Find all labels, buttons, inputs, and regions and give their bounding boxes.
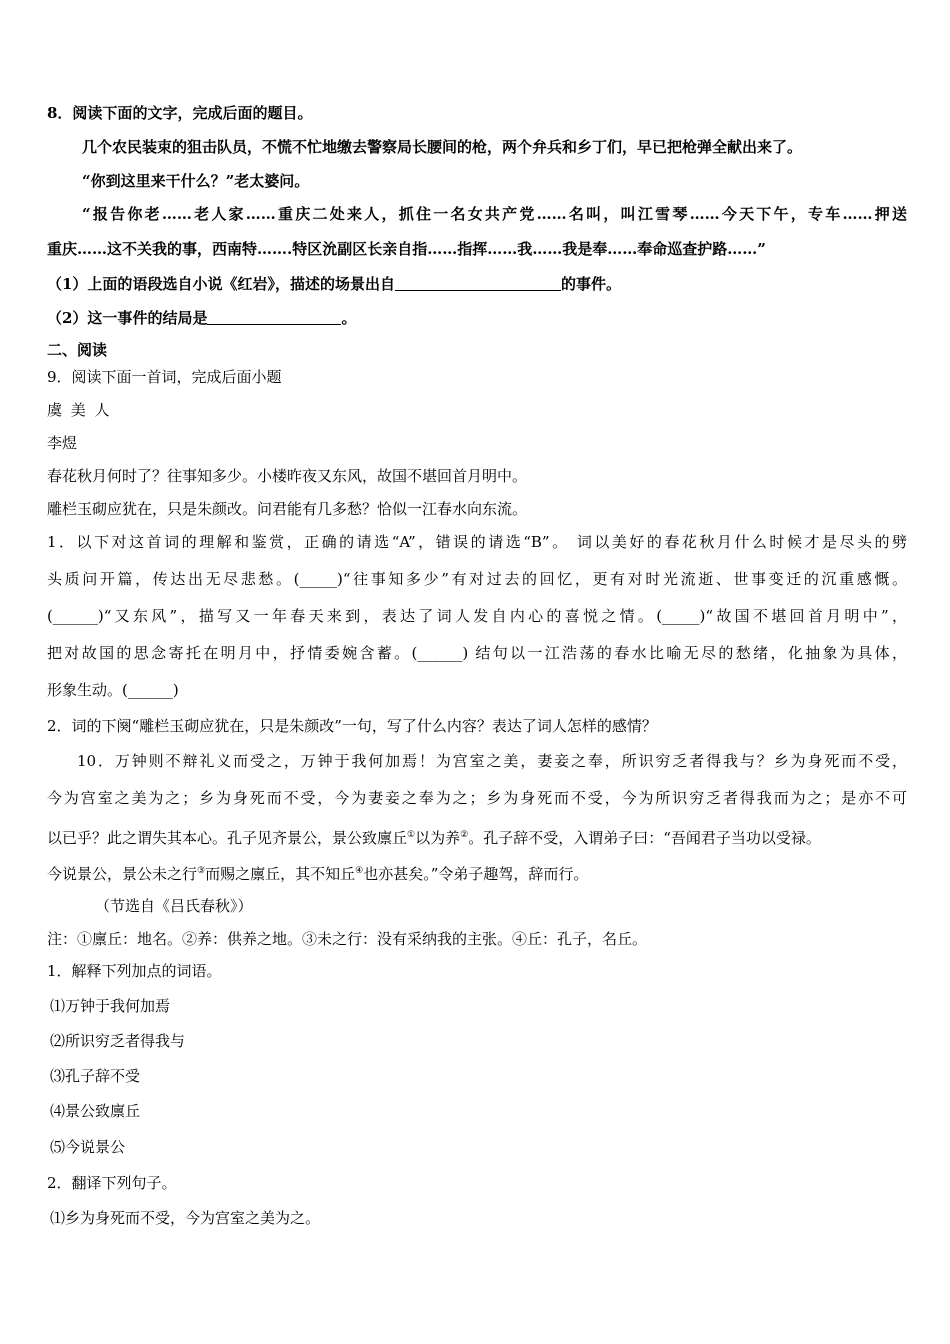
list-item: ⑷景公致廪丘	[50, 1102, 141, 1120]
q10-line-4-c: 也亦甚矣。”令弟子趣驾，辞而行。	[363, 865, 589, 883]
poem-line-2: 雕栏玉砌应犹在，只是朱颜改。问君能有几多愁？恰似一江春水向东流。	[47, 500, 528, 518]
q9-question-1-line-3: (______)“又东风”，描写又一年春天来到，表达了词人发自内心的喜悦之情。(_____)“故国不堪回首月明中”，	[47, 607, 907, 625]
q8-paragraph-3a: “报告你老……老人家……重庆二处来人，抓住一名女共产党……名叫，叫江雪琴……今天下午，专车……押送	[82, 205, 907, 223]
note-mark-4: ④	[355, 866, 364, 876]
q10-line-4-a: 今说景公，景公未之行	[47, 865, 198, 883]
section-heading: 二、阅读	[47, 341, 108, 359]
q9-title: 9．阅读下面一首词，完成后面小题	[47, 368, 282, 386]
answer-blank[interactable]	[395, 274, 561, 291]
note-mark-3: ③	[197, 866, 206, 876]
q8-paragraph-1: 几个农民装束的狙击队员，不慌不忙地缴去警察局长腰间的枪，两个弁兵和乡丁们，早已把枪弹全献出来了。	[82, 138, 803, 156]
poem-line-1: 春花秋月何时了？往事知多少。小楼昨夜又东风，故国不堪回首月明中。	[47, 467, 528, 485]
q10-line-2: 今为宫室之美为之；乡为身死而不受，今为妻妾之奉为之；乡为身死而不受，今为所识穷乏者得我而为之；是亦不可	[47, 789, 907, 807]
q10-line-3-a: 以已乎？此之谓失其本心。孔子见齐景公，景公致廪丘	[47, 829, 408, 847]
poem-title: 虞 美 人	[47, 401, 112, 419]
q8-sub-question-1	[47, 273, 907, 295]
q8-s2-suffix: 。	[341, 309, 357, 327]
q8-paragraph-3b: 重庆……这不关我的事，西南特…….特区沇副区长亲自指……指挥……我……我是奉……奉命巡查护路……”	[47, 240, 766, 258]
q8-s1-prefix: （1）上面的语段选自小说《红岩》，描述的场景出自	[47, 275, 395, 293]
q8-s2-prefix: （2）这一事件的结局是	[47, 309, 208, 327]
q9-question-1-line-2: 头质问开篇，传达出无尽悲愁。(_____)“往事知多少”有对过去的回忆，更有对时光流逝、世事变迁的沉重感慨。	[47, 570, 907, 588]
list-item: ⑵所识穷乏者得我与	[50, 1032, 186, 1050]
q9-question-1-line-4: 把对故国的思念寄托在明月中，抒情委婉含蓄。(______) 结句以一江浩荡的春水比喻无尽的愁绪，化抽象为具体，	[47, 644, 907, 662]
q10-line-3-c: 。孔子辞不受，入谓弟子曰：“吾闻君子当功以受禄。	[468, 829, 821, 847]
q10-line-3	[47, 824, 907, 849]
q8-title: 8．阅读下面的文字，完成后面的题目。	[47, 104, 313, 122]
answer-blank[interactable]	[207, 308, 341, 325]
poem-author: 李煜	[47, 434, 78, 452]
q10-question-2: 2．翻译下列句子。	[47, 1174, 177, 1192]
q9-question-2: 2．词的下阕“雕栏玉砌应犹在，只是朱颜改”一句，写了什么内容？表达了词人怎样的感情？	[47, 717, 657, 735]
list-item: ⑶孔子辞不受	[50, 1067, 141, 1085]
q10-line-4	[47, 860, 907, 885]
note-mark-2: ②	[460, 830, 469, 840]
q9-question-1-line-5: 形象生动。(______)	[47, 681, 179, 699]
q9-question-1-line-1: 1．以下对这首词的理解和鉴赏，正确的请选“A”，错误的请选“B”。 词以美好的春花秋月什么时候才是尽头的劈	[47, 533, 907, 551]
q8-sub-question-2	[47, 307, 907, 329]
source-citation: （节选自《吕氏春秋》）	[95, 897, 253, 915]
q8-s1-suffix: 的事件。	[560, 275, 621, 293]
q10-line-1: 10．万钟则不辩礼义而受之，万钟于我何加焉！为宫室之美，妻妾之奉，所识穷乏者得我与？乡为身死而不受，	[77, 752, 907, 770]
q10-line-3-b: 以为养	[415, 829, 461, 847]
q10-line-4-b: 而赐之廪丘，其不知丘	[205, 865, 356, 883]
list-item: ⑴乡为身死而不受，今为宫室之美为之。	[50, 1209, 321, 1227]
q8-paragraph-2: “你到这里来干什么？”老太婆问。	[82, 172, 310, 190]
note-mark-1: ①	[407, 830, 416, 840]
list-item: ⑴万钟于我何加焉	[50, 997, 171, 1015]
list-item: ⑸今说景公	[50, 1138, 126, 1156]
q10-question-1: 1．解释下列加点的词语。	[47, 962, 222, 980]
annotations: 注：①廪丘：地名。②养：供养之地。③未之行：没有采纳我的主张。④丘：孔子，名丘。	[47, 930, 648, 948]
